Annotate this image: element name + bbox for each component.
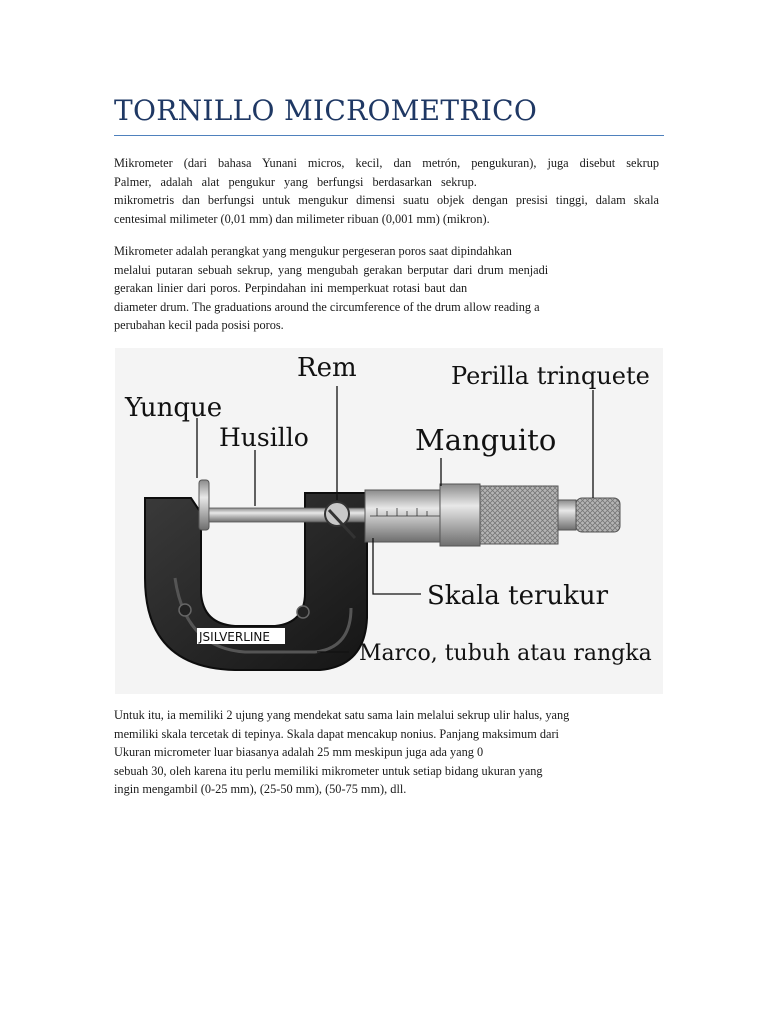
title-underline: [114, 135, 664, 136]
label-husillo: Husillo: [219, 423, 309, 452]
label-rem: Rem: [297, 353, 357, 383]
paragraph-line: memiliki skala tercetak di tepinya. Skala dapat mencakup nonius. Panjang maksimum dari: [114, 726, 559, 741]
paragraph-line: sebuah 30, oleh karena itu perlu memiliki mikrometer untuk setiap bidang ukuran yang: [114, 763, 543, 778]
label-yunque: Yunque: [125, 393, 223, 423]
paragraph-line: mikrometris dan berfungsi untuk mengukur dimensi suatu objek dengan presisi tinggi, dalam skala: [114, 193, 659, 207]
paragraph-line: Mikrometer (dari bahasa Yunani micros, kecil, dan metrón, pengukuran), juga disebut sekrup: [114, 156, 659, 170]
paragraph-line: ingin mengambil (0-25 mm), (25-50 mm), (50-75 mm), dll.: [114, 782, 407, 796]
paragraph-line: Untuk itu, ia memiliki 2 ujung yang mendekat satu sama lain melalui sekrup ulir halus, yang: [114, 708, 570, 722]
paragraph-intro: [114, 154, 659, 228]
paragraph-range: [114, 706, 659, 799]
thimble-knurl: [480, 486, 558, 544]
page-title: TORNILLO MICROMETRICO: [114, 94, 538, 127]
label-manguito: Manguito: [415, 423, 557, 457]
label-marco: Marco, tubuh atau rangka: [359, 641, 652, 666]
paragraph-line: gerakan linier dari poros. Perpindahan ini memperkuat rotasi baut dan: [114, 281, 468, 295]
thimble: [440, 484, 480, 546]
label-perilla-trinquete: Perilla trinquete: [451, 362, 650, 390]
micrometer-figure: [115, 348, 663, 694]
paragraph-line: diameter drum. The graduations around the circumference of the drum allow reading a: [114, 299, 540, 314]
paragraph-line: perubahan kecil pada posisi poros.: [114, 318, 284, 332]
ratchet: [576, 498, 620, 532]
paragraph-line: Mikrometer adalah perangkat yang mengukur pergeseran poros saat dipindahkan: [114, 244, 512, 258]
paragraph-line: centesimal milimeter (0,01 mm) dan milimeter ribuan (0,001 mm) (mikron).: [114, 211, 490, 226]
lock-screw: [325, 502, 349, 526]
paragraph-line: Ukuran micrometer luar biasanya adalah 25 mm meskipun juga ada yang 0: [114, 745, 484, 759]
paragraph-mechanism: [114, 242, 659, 335]
anvil: [199, 480, 209, 530]
label-skala-terukur: Skala terukur: [427, 581, 609, 611]
watermark-text: JSILVERLINE: [199, 630, 270, 644]
paragraph-line: melalui putaran sebuah sekrup, yang mengubah gerakan berputar dari drum menjadi: [114, 262, 549, 277]
paragraph-line: Palmer, adalah alat pengukur yang berfungsi berdasarkan sekrup.: [114, 174, 477, 189]
micrometer-illustration: [115, 348, 663, 694]
